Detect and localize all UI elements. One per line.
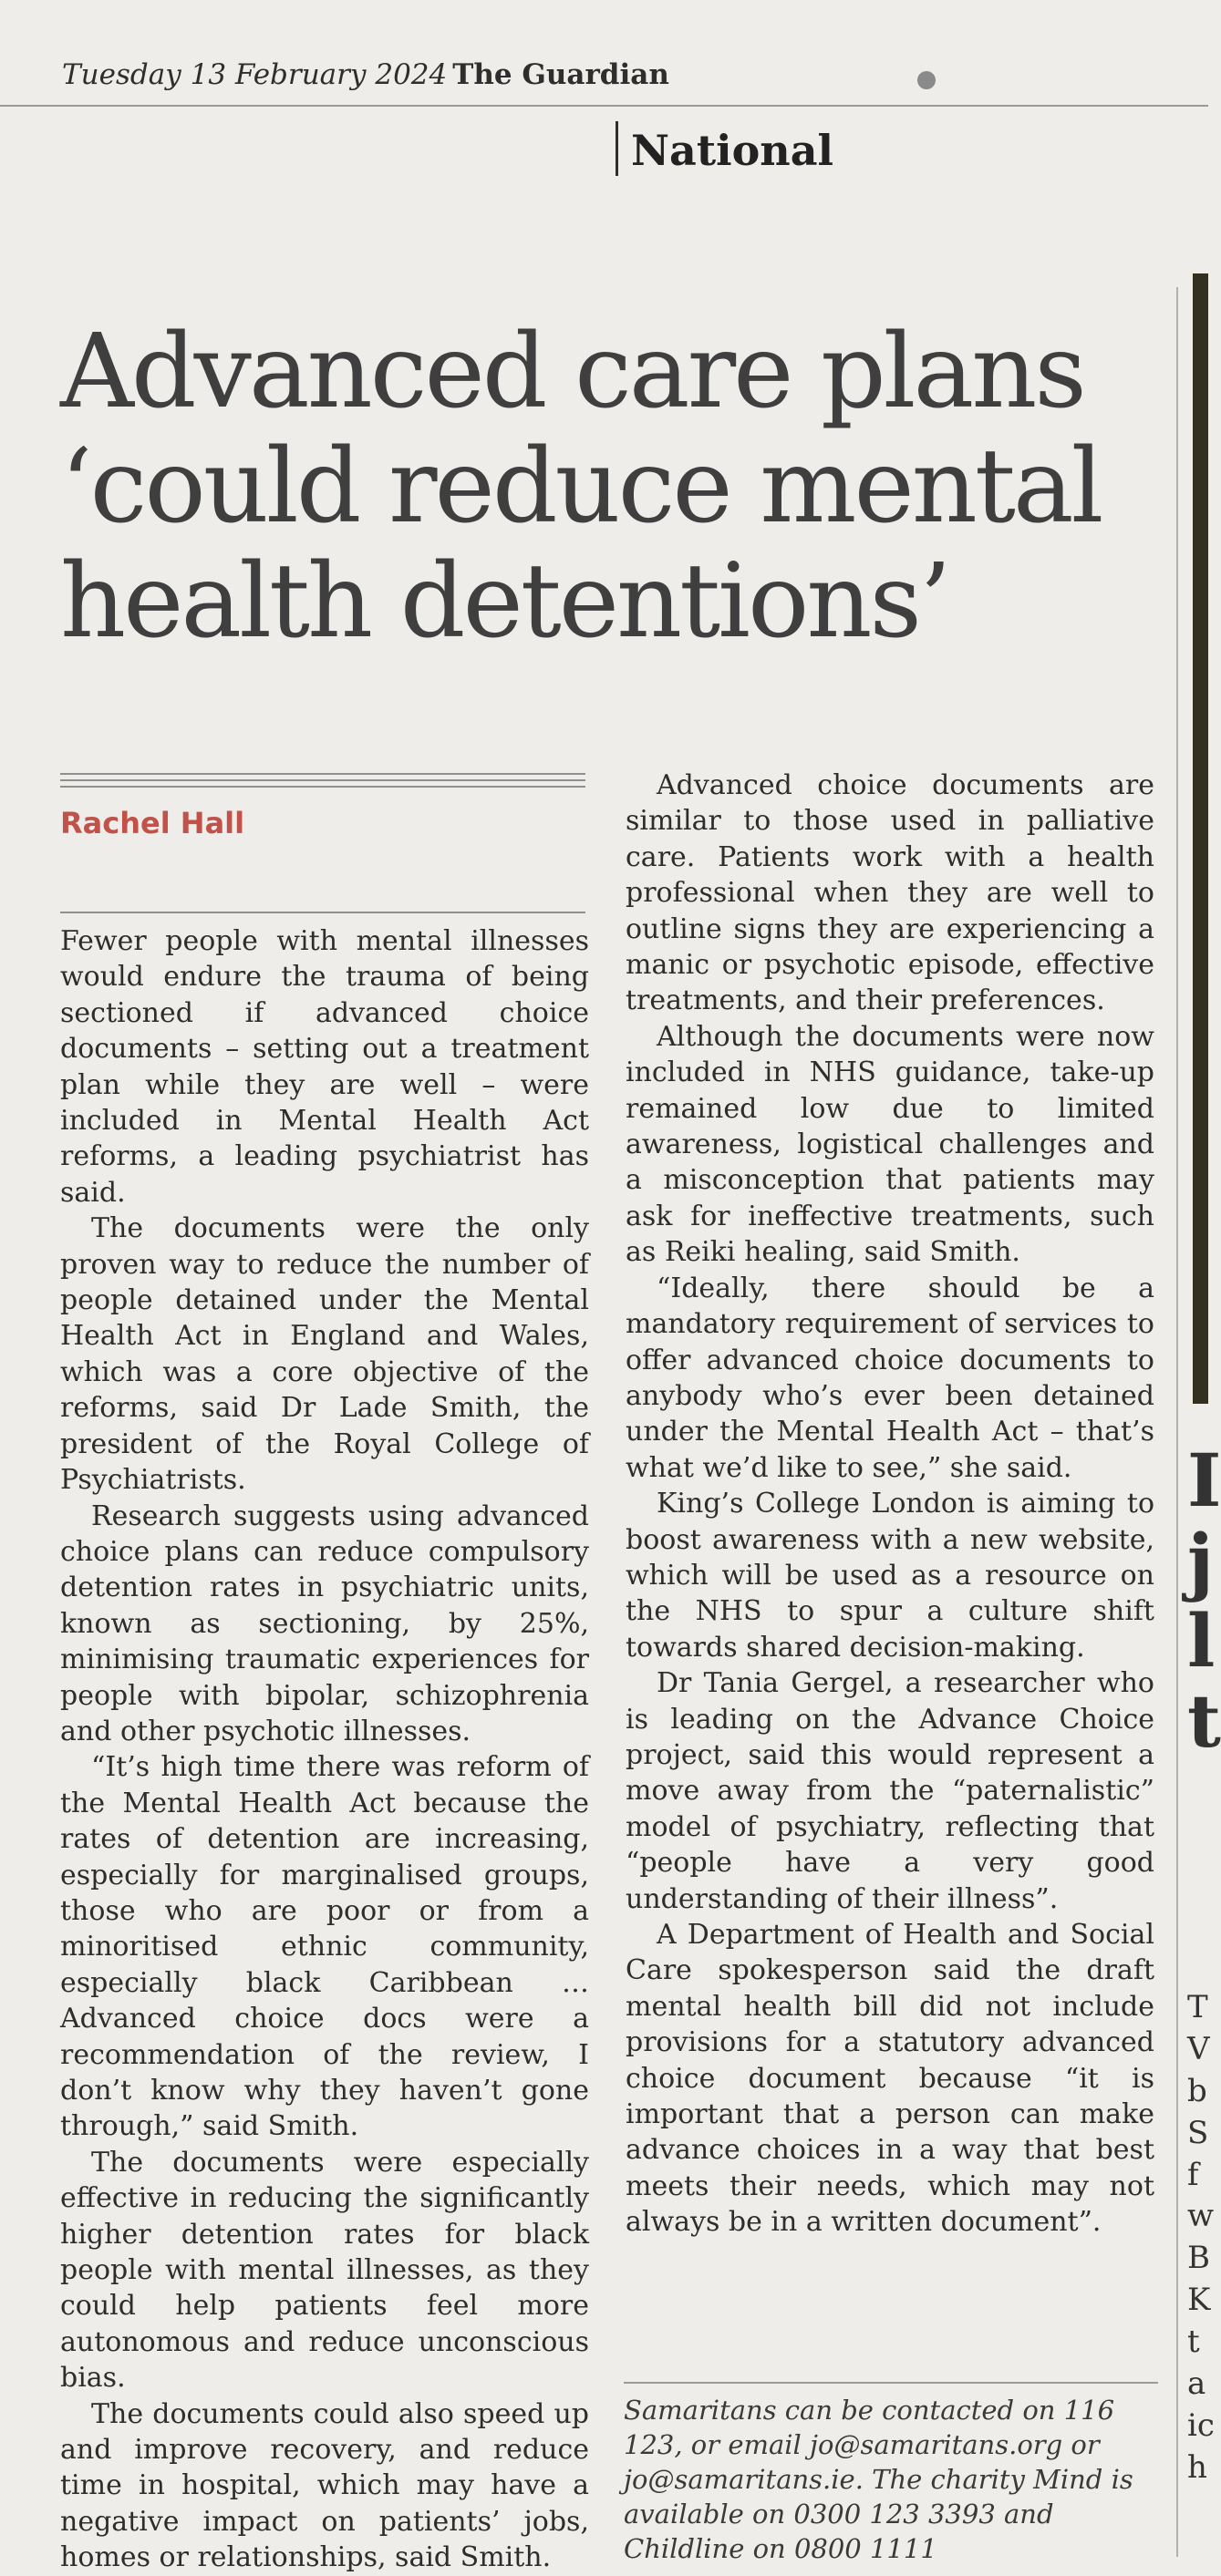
- article-paragraph: The documents could also speed up and improve recovery, and reduce time in hospital, which may have a negative impact on patients’ jobs, homes or relationships, said Smith.: [60, 2397, 589, 2574]
- adjacent-text-fragment: T V b S f w B K t a ic h: [1187, 1989, 1215, 2486]
- article-headline: Advanced care plans ‘could reduce mental health detentions’: [60, 313, 1102, 661]
- folio-rule: [0, 105, 1208, 107]
- byline-rules: [60, 773, 585, 792]
- article-paragraph: The documents were the only proven way to reduce the number of people detained under the Mental Health Act in England and Wales, which was a core objective of the reforms, said Dr Lade Smith, the president of the Royal College of Psychiatrists.: [60, 1212, 589, 1497]
- article-paragraph: The documents were especially effective in reducing the significantly higher detention rates for black people with mental illnesses, as they could help patients feel more autonomous and reduce unconscious bias.: [60, 2146, 589, 2395]
- article-paragraph: Dr Tania Gergel, a researcher who is leading on the Advance Choice project, said this would represent a move away from the “paternalistic” model of psychiatry, reflecting that “people have a very good understanding of their illness”.: [626, 1667, 1154, 1915]
- byline: Rachel Hall: [60, 806, 245, 840]
- article-paragraph: “Ideally, there should be a mandatory requirement of services to offer advanced choice documents to anybody who’s ever been detained under the Mental Health Act – that’s what we’d like to see,” she said.: [626, 1272, 1154, 1484]
- section-label: National: [631, 126, 833, 175]
- issue-date: Tuesday 13 February 2024: [62, 58, 448, 91]
- byline-divider: [60, 912, 585, 913]
- article-paragraph: “It’s high time there was reform of the Mental Health Act because the rates of detention are increasing, especially for marginalised groups, those who are poor or from a minoritised ethnic community, especially black Caribbean … Advanced choice docs were a recommendation of the review, I don’t know why they haven’t gone through,” said Smith.: [60, 1751, 589, 2143]
- article-paragraph: King’s College London is aiming to boost awareness with a new website, which will be used as a resource on the NHS to spur a culture shift towards shared decision-making.: [626, 1488, 1154, 1664]
- page-dot-icon: [917, 71, 936, 89]
- adjacent-headline-fragment: I j l t: [1187, 1437, 1221, 1764]
- article-paragraph: Fewer people with mental illnesses would endure the trauma of being sectioned if advanced choice documents – setting out a treatment plan while they are well – were included in Mental Health Act reforms, a leading psychiatrist has said.: [60, 925, 589, 1209]
- folio: [62, 58, 669, 91]
- helpline-footnote: Samaritans can be contacted on 116 123, or email jo@samaritans.org or jo@samaritans.ie. The charity Mind is available on 0300 123 3393 and Childline on 0800 1111: [624, 2395, 1133, 2564]
- section-divider: [616, 121, 618, 176]
- article-column-right: [626, 768, 1154, 2241]
- article-paragraph: Research suggests using advanced choice plans can reduce compulsory detention rates in psychiatric units, known as sectioning, by 25%, minimising traumatic experiences for people with bipolar, schizophrenia and other psychotic illnesses.: [60, 1499, 589, 1747]
- column-divider: [1176, 287, 1178, 2557]
- adjacent-article-image: [1193, 273, 1208, 1404]
- article-column-left: [60, 923, 589, 2576]
- article-paragraph: Although the documents were now included in NHS guidance, take-up remained low due to limited awareness, logistical challenges and a misconception that patients may ask for ineffective treatments, such as Reiki healing, said Smith.: [626, 1020, 1154, 1269]
- article-paragraph: Advanced choice documents are similar to those used in palliative care. Patients work with a health professional when they are well to outline signs they are experiencing a manic or psychotic episode, effective treatments, and their preferences.: [626, 769, 1154, 1017]
- article-paragraph: A Department of Health and Social Care spokesperson said the draft mental health bill did not include provisions for a statutory advanced choice document because “it is important that a person can make advance choices in a way that best meets their needs, which may not always be in a written document”.: [626, 1919, 1154, 2239]
- footnote-rule: [624, 2382, 1158, 2384]
- newspaper-name: The Guardian: [452, 58, 669, 91]
